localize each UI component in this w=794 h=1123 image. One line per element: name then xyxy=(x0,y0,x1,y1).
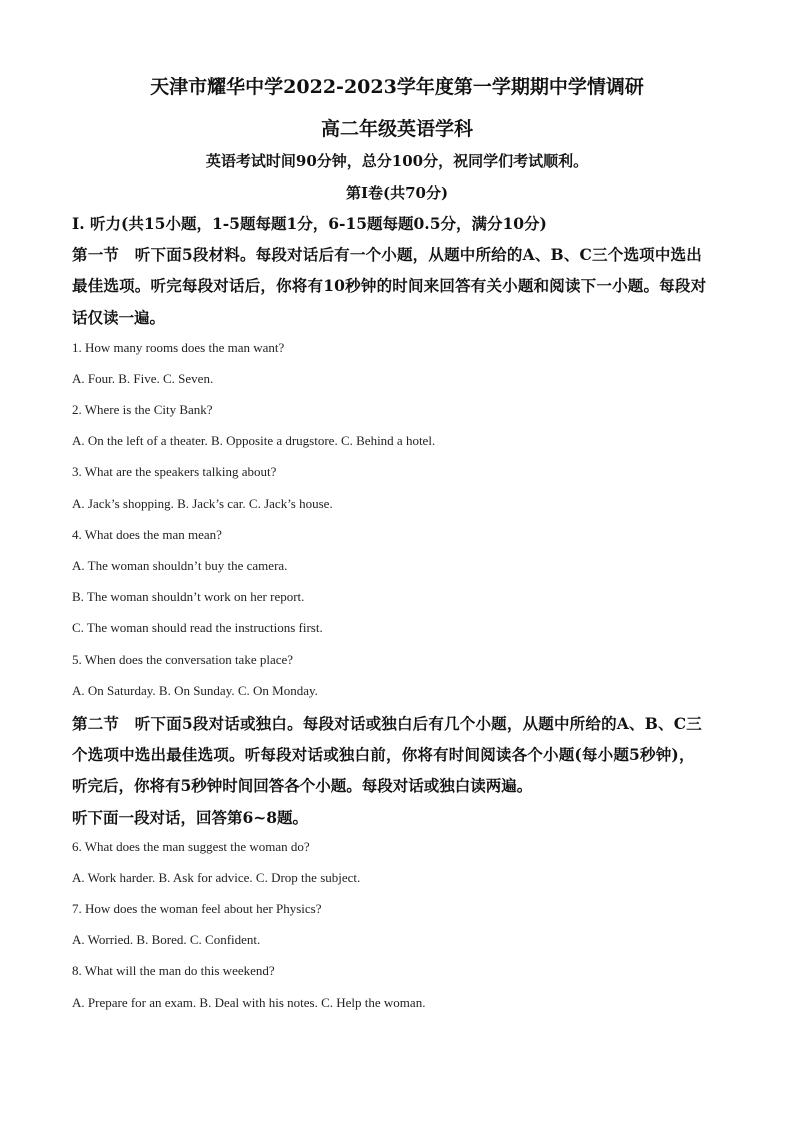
question-8: 8. What will the man do this weekend? xyxy=(72,963,275,978)
part1-heading: Ⅰ. 听力(共15小题，1-5题每题1分，6-15题每题0.5分，满分10分) xyxy=(72,214,547,233)
question-4-option-b: B. The woman shouldn’t work on her report. xyxy=(72,589,305,604)
question-5-options: A. On Saturday. B. On Sunday. C. On Monday. xyxy=(72,683,318,698)
exam-subtitle: 高二年级英语学科 xyxy=(320,118,473,140)
section2-instruction-line: 听完后，你将有5秒钟时间回答各个小题。每段对话或独白读两遍。 xyxy=(72,776,533,795)
exam-info: 英语考试时间90分钟，总分100分，祝同学们考试顺利。 xyxy=(205,152,589,170)
question-4-option-c: C. The woman should read the instructions first. xyxy=(72,620,323,635)
question-8-options: A. Prepare for an exam. B. Deal with his notes. C. Help the woman. xyxy=(72,995,426,1010)
section2-instruction-line: 个选项中选出最佳选项。听每段对话或独白前，你将有时间阅读各个小题(每小题5秒钟)， xyxy=(72,745,695,764)
question-7: 7. How does the woman feel about her Physics? xyxy=(72,901,322,916)
section1-instruction-line: 最佳选项。听完每段对话后，你将有10秒钟的时间来回答有关小题和阅读下一小题。每段对 xyxy=(72,276,707,295)
question-1: 1. How many rooms does the man want? xyxy=(72,340,285,355)
question-2: 2. Where is the City Bank? xyxy=(72,402,213,417)
question-4-option-a: A. The woman shouldn’t buy the camera. xyxy=(72,558,288,573)
question-7-options: A. Worried. B. Bored. C. Confident. xyxy=(72,932,261,947)
exam-title: 天津市耀华中学2022-2023学年度第一学期期中学情调研 xyxy=(150,76,644,98)
dialogue-intro: 听下面一段对话，回答第6~8题。 xyxy=(72,808,309,827)
section2-instruction-line: 第二节 听下面5段对话或独白。每段对话或独白后有几个小题，从题中所给的A、B、C三 xyxy=(72,714,702,733)
question-2-options: A. On the left of a theater. B. Opposite a drugstore. C. Behind a hotel. xyxy=(72,433,436,448)
question-4: 4. What does the man mean? xyxy=(72,527,222,542)
question-6-options: A. Work harder. B. Ask for advice. C. Drop the subject. xyxy=(72,870,361,885)
question-6: 6. What does the man suggest the woman do? xyxy=(72,839,310,854)
section1-instruction-line: 第一节 听下面5段材料。每段对话后有一个小题，从题中所给的A、B、C三个选项中选出 xyxy=(72,245,702,264)
paper-label: 第Ⅰ卷(共70分) xyxy=(345,184,449,202)
question-3-options: A. Jack’s shopping. B. Jack’s car. C. Jack’s house. xyxy=(72,496,333,511)
section1-instruction-line: 话仅读一遍。 xyxy=(72,308,166,327)
question-1-options: A. Four. B. Five. C. Seven. xyxy=(72,371,214,386)
question-3: 3. What are the speakers talking about? xyxy=(72,464,277,479)
question-5: 5. When does the conversation take place? xyxy=(72,652,294,667)
